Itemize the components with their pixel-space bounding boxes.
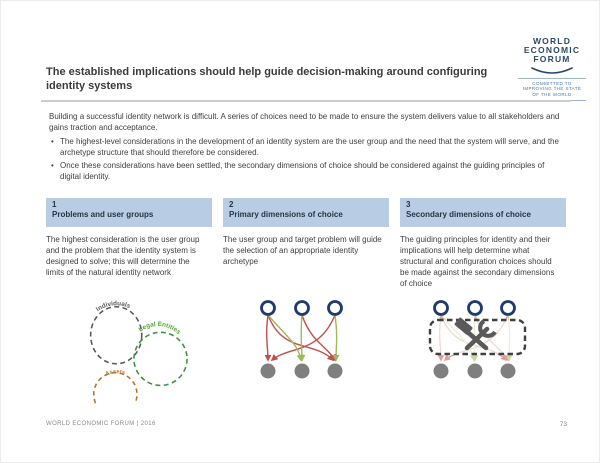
- network-edges: [267, 315, 337, 360]
- wef-swoosh-icon: [530, 66, 574, 75]
- column-3-header: [400, 198, 566, 227]
- page-number: 73: [559, 421, 567, 428]
- archetype-network-diagram: [223, 292, 389, 390]
- column-2-body: The user group and target problem will guide the selection of an appropriate identity archetype: [223, 235, 382, 267]
- intro-bullet-1: • The highest-level considerations in the development of an identity system are the user group and the need that the system will serve, and the archetype structure that should therefore be considered.: [49, 136, 567, 158]
- wef-logo: [514, 37, 590, 103]
- user-group-nodes: [262, 302, 342, 315]
- legal-entities-circle: [134, 332, 187, 385]
- intro-bullet-list: [49, 136, 567, 182]
- wef-wordmark: [514, 37, 590, 65]
- wef-wordmark-line3: FORUM: [533, 54, 571, 65]
- wef-wordmark-line2: ECONOMIC: [523, 45, 581, 56]
- column-1-body: The highest consideration is the user group and the problem that the identity system is designed to solve; this will determine the limits of the natural identity network: [46, 235, 200, 278]
- intro-bullet-2: • Once these considerations have been settled, the secondary dimensions of choice should be considered against the guiding principles of digital identity.: [49, 160, 567, 182]
- column-3-body: The guiding principles for identity and their implications will help determine what structural and configuration choices should be made against the secondary dimensions of choice: [400, 235, 555, 289]
- assets-circle: [94, 373, 137, 403]
- network-with-tools-graphic: [423, 292, 543, 390]
- bipartite-network-graphic: [251, 292, 361, 390]
- column-2-header: [223, 198, 389, 227]
- column-secondary-dimensions: [400, 198, 566, 413]
- intro-block: [49, 111, 567, 184]
- user-group-nodes: [435, 302, 515, 315]
- column-problems-user-groups: [46, 198, 212, 413]
- natural-identity-network-diagram: [46, 292, 212, 412]
- column-3-number: 3: [406, 200, 411, 209]
- wef-wordmark-line1: WORLD: [532, 36, 572, 46]
- wef-tagline: COMMITTED TO IMPROVING THE STATE OF THE WORLD: [522, 80, 582, 97]
- column-2-number: 2: [229, 200, 234, 209]
- columns: [46, 198, 566, 413]
- title-divider: [41, 100, 571, 102]
- column-1-number: 1: [52, 200, 57, 209]
- column-1-title: Problems and user groups: [52, 210, 154, 220]
- footer-source: WORLD ECONOMIC FORUM | 2016: [46, 421, 156, 427]
- column-2-title: Primary dimensions of choice: [229, 210, 343, 220]
- column-primary-dimensions: [223, 198, 389, 413]
- column-1-header: [46, 198, 212, 227]
- problem-nodes: [261, 364, 343, 379]
- logo-divider: [518, 78, 586, 79]
- column-3-title: Secondary dimensions of choice: [406, 210, 531, 220]
- slide-title: The established implications should help guide decision-making around configuring identity systems: [46, 66, 488, 93]
- individuals-label: Individuals: [94, 300, 132, 314]
- dashed-circles-graphic: [53, 292, 205, 412]
- assets-label: Assets: [104, 369, 126, 378]
- intro-paragraph: Building a successful identity network is difficult. A series of choices need to be made to ensure the system delivers value to all stakeholders and gains traction and acceptance.: [49, 112, 560, 133]
- legal-entities-label: Legal Entities: [137, 320, 182, 336]
- problem-nodes: [434, 364, 516, 379]
- configuration-choices-diagram: [400, 292, 566, 390]
